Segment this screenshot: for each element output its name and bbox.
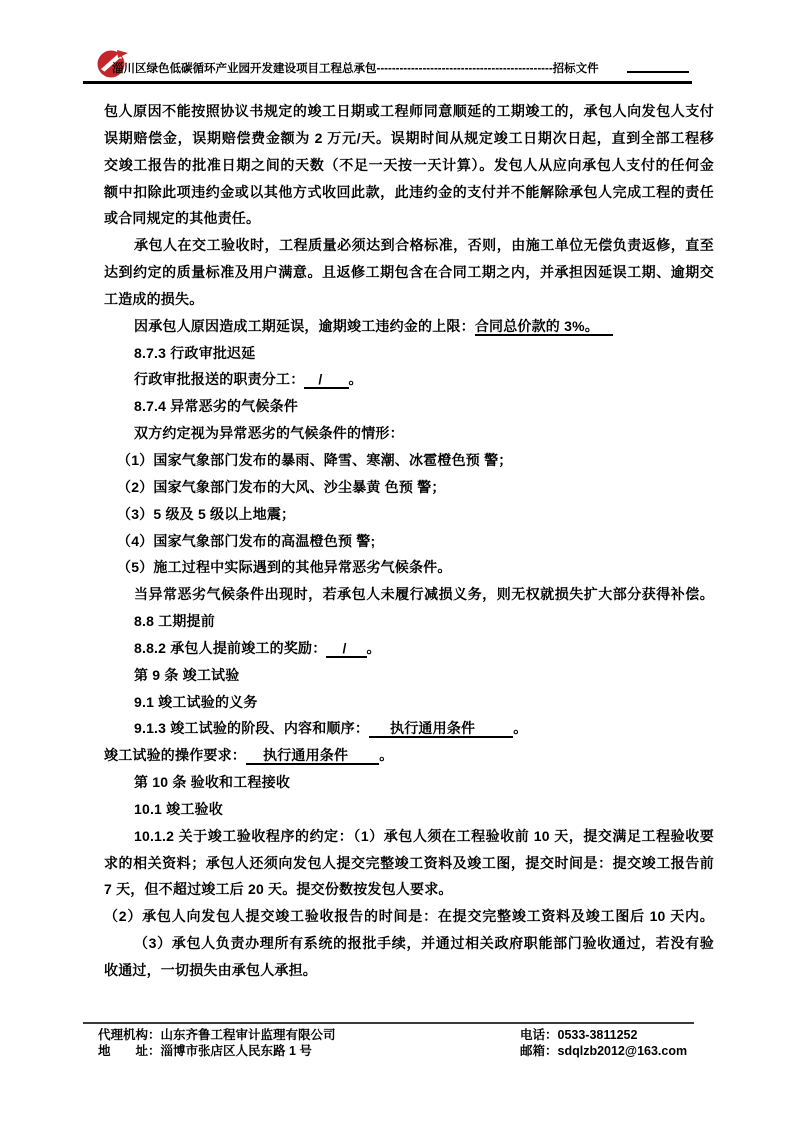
footer-phone: 电话：0533-3811252 bbox=[520, 1028, 638, 1042]
paragraph-line bbox=[104, 205, 714, 232]
text-run: 包人原因不能按照协议书规定的竣工日期或工程师同意顺延的工期竣工的，承包人向发包人支付 bbox=[104, 103, 714, 119]
paragraph-line bbox=[104, 823, 714, 850]
text-run: （5）施工过程中实际遇到的其他异常恶劣气候条件。 bbox=[117, 559, 452, 576]
text-run: 额中扣除此项违约金或以其他方式收回此款，此违约金的支付并不能解除承包人完成工程的责任 bbox=[104, 183, 714, 200]
paragraph-line bbox=[104, 554, 714, 581]
paragraph-line bbox=[104, 313, 714, 340]
paragraph-line bbox=[104, 232, 714, 259]
page-header-title bbox=[112, 60, 612, 78]
paragraph-line bbox=[104, 528, 714, 555]
text-run: 收通过，一切损失由承包人承担。 bbox=[104, 962, 317, 978]
text-run: 8.7.3 行政审批迟延 bbox=[134, 344, 256, 361]
underline-blank: 执行通用条件 bbox=[369, 720, 513, 738]
text-run: 9.1 竣工试验的义务 bbox=[134, 693, 258, 710]
text-run: 交竣工报告的批准日期之间的天数（不足一天按一天计算）。发包人从应向承包人支付的任何金 bbox=[104, 156, 714, 173]
paragraph-line bbox=[104, 715, 714, 742]
text-run: 误期赔偿金，误期赔偿费金额为 2 万元/天。误期时间从规定竣工日期次日起，直到全部工程移 bbox=[104, 129, 714, 146]
paragraph-line bbox=[104, 581, 714, 608]
footer-email: 邮箱：sdqlzb2012@163.com bbox=[520, 1044, 688, 1058]
paragraph-line bbox=[104, 259, 714, 286]
text-run: 。 bbox=[366, 639, 381, 656]
paragraph-line bbox=[104, 501, 714, 528]
text-run: 7 天，但不超过竣工后 20 天。提交份数按发包人要求。 bbox=[104, 881, 453, 898]
text-run: 当异常恶劣气候条件出现时，若承包人未履行减损义务，则无权就损失扩大部分获得补偿。 bbox=[134, 586, 714, 603]
text-run: 第 9 条 竣工试验 bbox=[134, 666, 240, 683]
text-run: 8.7.4 异常恶劣的气候条件 bbox=[134, 398, 299, 415]
paragraph-line bbox=[104, 635, 714, 662]
underline-blank: / bbox=[304, 371, 348, 389]
footer-address: 地 址：淄博市张店区人民东路 1 号 bbox=[98, 1044, 312, 1058]
text-run: 8.8 工期提前 bbox=[134, 613, 215, 630]
paragraph-line bbox=[104, 876, 714, 903]
text-run: 10.1 竣工验收 bbox=[134, 800, 223, 817]
text-run: （3）承包人负责办理所有系统的报批手续，并通过相关政府职能部门验收通过，若没有验 bbox=[134, 935, 714, 952]
text-run: 求的相关资料；承包人还须向发包人提交完整竣工资料及竣工图，提交时间是：提交竣工报告前 bbox=[104, 854, 714, 871]
text-run: 9.1.3 竣工试验的阶段、内容和顺序： bbox=[134, 720, 370, 737]
paragraph-line bbox=[104, 152, 714, 179]
text-run: 第 10 条 验收和工程接收 bbox=[134, 774, 291, 791]
text-run: 。 bbox=[348, 371, 363, 388]
text-run: 达到约定的质量标准及用户满意。且返修工期包含在合同工期之内，并承担因延误工期、逾期交 bbox=[104, 264, 714, 281]
text-run: 10.1.2 关于竣工验收程序的约定：（1）承包人须在工程验收前 10 天，提交满足工程验收要 bbox=[134, 827, 714, 844]
text-run: （4）国家气象部门发布的高温橙色预 警; bbox=[117, 532, 376, 549]
paragraph-line bbox=[104, 447, 714, 474]
text-run: 8.8.2 承包人提前竣工的奖励： bbox=[134, 639, 327, 656]
paragraph-line bbox=[104, 340, 714, 367]
paragraph-line bbox=[104, 125, 714, 152]
underline-blank: 合同总价款的 3%。 bbox=[475, 318, 613, 336]
footer-rule bbox=[83, 1022, 694, 1024]
text-run: 竣工试验的操作要求： bbox=[104, 747, 246, 764]
document-body bbox=[104, 98, 714, 984]
header-title-right: 招标文件 bbox=[552, 63, 599, 75]
underline-blank: / bbox=[326, 640, 366, 658]
text-run: 承包人在交工验收时，工程质量必须达到合格标准，否则，由施工单位无偿负责返修，直至 bbox=[134, 237, 714, 254]
paragraph-line bbox=[104, 742, 714, 769]
text-run: （1）国家气象部门发布的暴雨、降雪、寒潮、冰雹橙色预 警； bbox=[117, 451, 513, 468]
paragraph-line bbox=[104, 608, 714, 635]
text-run: 双方约定视为异常恶劣的气候条件的情形： bbox=[134, 425, 404, 442]
text-run: （3）5 级及 5 级以上地震； bbox=[117, 505, 296, 522]
paragraph-line bbox=[104, 366, 714, 393]
paragraph-line bbox=[104, 474, 714, 501]
text-run: （2）国家气象部门发布的大风、沙尘暴黄 色预 警； bbox=[117, 478, 446, 495]
paragraph-line bbox=[104, 286, 714, 313]
paragraph-line bbox=[104, 850, 714, 877]
paragraph-line bbox=[104, 957, 714, 984]
paragraph-line bbox=[104, 179, 714, 206]
paragraph-line bbox=[104, 98, 714, 125]
paragraph-line bbox=[104, 796, 714, 823]
paragraph-line bbox=[104, 769, 714, 796]
paragraph-line bbox=[104, 903, 714, 930]
text-run: 行政审批报送的职责分工： bbox=[134, 371, 305, 388]
paragraph-line bbox=[104, 662, 714, 689]
footer-agency: 代理机构：山东齐鲁工程审计监理有限公司 bbox=[98, 1028, 336, 1042]
header-title-main: 淄川区绿色低碳循环产业园开发建设项目工程总承包 bbox=[112, 63, 377, 75]
header-right-line bbox=[627, 71, 689, 73]
text-run: 因承包人原因造成工期延误，逾期竣工违约金的上限： bbox=[134, 317, 475, 334]
paragraph-line bbox=[104, 420, 714, 447]
text-run: 。 bbox=[513, 720, 528, 737]
header-title-dashes: ---------------------------------------------- bbox=[376, 63, 553, 75]
paragraph-line bbox=[104, 393, 714, 420]
text-run: 。 bbox=[379, 747, 394, 764]
paragraph-line bbox=[104, 689, 714, 716]
underline-blank: 执行通用条件 bbox=[246, 747, 379, 765]
header-rule bbox=[83, 81, 692, 84]
text-run: （2）承包人向发包人提交竣工验收报告的时间是：在提交完整竣工资料及竣工图后 10 天内。 bbox=[104, 908, 714, 925]
text-run: 工造成的损失。 bbox=[104, 290, 204, 307]
text-run: 或合同规定的其他责任。 bbox=[104, 210, 261, 227]
paragraph-line bbox=[104, 930, 714, 957]
